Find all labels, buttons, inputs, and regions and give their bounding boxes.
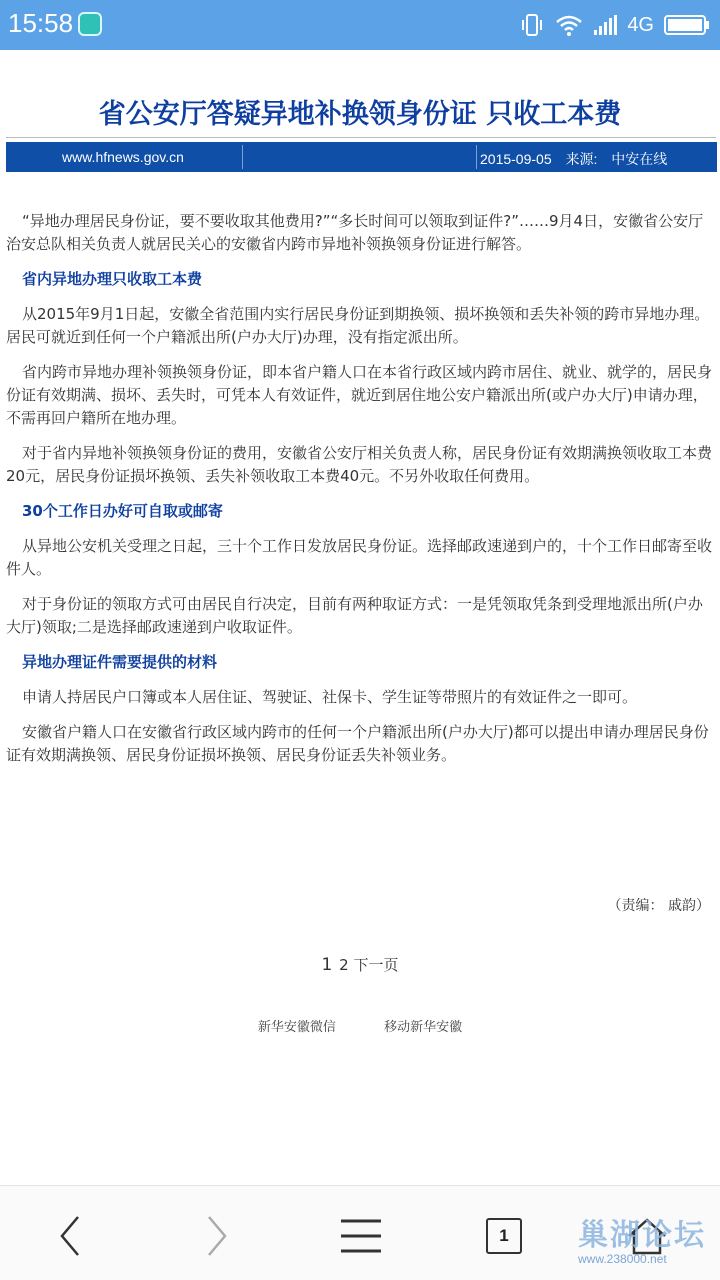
article-paragraph: 从2015年9月1日起，安徽全省范围内实行居民身份证到期换领、损坏换领和丢失补领的跨市异地办理。居民可就近到任何一个户籍派出所(户办大厅)办理，没有指定派出所。	[6, 305, 710, 346]
watermark-url: www.238000.net	[578, 1252, 667, 1266]
source-name: 中安在线	[611, 151, 668, 167]
article-body	[6, 210, 712, 779]
signal-icon	[593, 14, 617, 36]
section-heading: 省内异地办理只收取工本费	[22, 270, 203, 288]
menu-button[interactable]	[336, 1211, 386, 1261]
article-paragraph: 安徽省户籍人口在安徽省行政区域内跨市的任何一个户籍派出所(户办大厅)都可以提出申请办理居民身份证有效期满换领、居民身份证损坏换领、居民身份证丢失补领业务。	[6, 723, 709, 764]
source-domain: www.hfnews.gov.cn	[62, 149, 184, 165]
section-heading: 异地办理证件需要提供的材料	[22, 653, 218, 671]
article-date: 2015-09-05	[480, 151, 552, 167]
article-paragraph: 省内跨市异地办理补领换领身份证，即本省户籍人口在本省行政区域内跨市居住、就业、就学的，居民身份证有效期满、损坏、丢失时，可凭本人有效证件，就近到居住地公安户籍派出所(或户办大厅)申请办理，不需再回户籍所在地办理。	[6, 363, 713, 427]
editor-credit: （责编： 戚韵）	[607, 898, 710, 914]
network-type: 4G	[627, 13, 654, 36]
footer-links	[0, 1016, 720, 1035]
tabs-icon: 1	[486, 1218, 522, 1254]
menu-icon	[339, 1218, 383, 1254]
forward-button[interactable]	[192, 1211, 242, 1261]
article-paragraph: “异地办理居民身份证，要不要收取其他费用?”“多长时间可以领取到证件?”……9月4日，安徽省公安厅治安总队相关负责人就居民关心的安徽省内跨市异地补领换领身份证进行解答。	[6, 212, 704, 253]
wechat-link[interactable]: 新华安徽微信	[257, 1020, 336, 1035]
site-watermark	[578, 1210, 718, 1272]
article-meta	[480, 149, 677, 169]
article-paragraph: 从异地公安机关受理之日起，三十个工作日发放居民身份证。选择邮政速递到户的，十个工作日邮寄至收件人。	[6, 537, 713, 578]
article-title: 省公安厅答疑异地补换领身份证 只收工本费	[98, 99, 622, 130]
article-paragraph: 对于身份证的领取方式可由居民自行决定，目前有两种取证方式：一是凭领取凭条到受理地派出所(户办大厅)领取;二是选择邮政速递到户收取证件。	[6, 595, 703, 636]
back-button[interactable]	[45, 1211, 95, 1261]
article-paragraph: 对于省内异地补领换领身份证的费用，安徽省公安厅相关负责人称，居民身份证有效期满换领收取工本费20元，居民身份证损坏换领、丢失补领收取工本费40元。不另外收取任何费用。	[6, 444, 713, 485]
status-bar	[0, 0, 720, 50]
wifi-icon	[555, 13, 583, 37]
shield-app-icon	[78, 12, 102, 36]
info-divider	[476, 145, 477, 169]
pagination	[0, 954, 720, 975]
watermark-text: 巢湖论坛	[578, 1218, 706, 1253]
mobile-link[interactable]: 移动新华安徽	[384, 1020, 463, 1035]
current-page: 1	[321, 955, 333, 975]
status-time: 15:58	[8, 8, 74, 38]
source-label: 来源:	[565, 151, 598, 167]
section-heading: 30个工作日办好可自取或邮寄	[22, 502, 223, 520]
back-icon	[58, 1215, 82, 1257]
title-divider	[6, 137, 716, 138]
tabs-button[interactable]	[479, 1211, 529, 1261]
battery-icon	[664, 14, 710, 36]
article-paragraph: 申请人持居民户口簿或本人居住证、驾驶证、社保卡、学生证等带照片的有效证件之一即可。	[22, 688, 638, 706]
next-page-link[interactable]: 下一页	[353, 956, 399, 974]
forward-icon	[205, 1215, 229, 1257]
page-2-link[interactable]: 2	[339, 956, 349, 974]
info-divider	[242, 145, 243, 169]
status-indicators	[519, 10, 710, 40]
article-info-bar	[6, 142, 717, 172]
vibrate-icon	[519, 12, 545, 38]
